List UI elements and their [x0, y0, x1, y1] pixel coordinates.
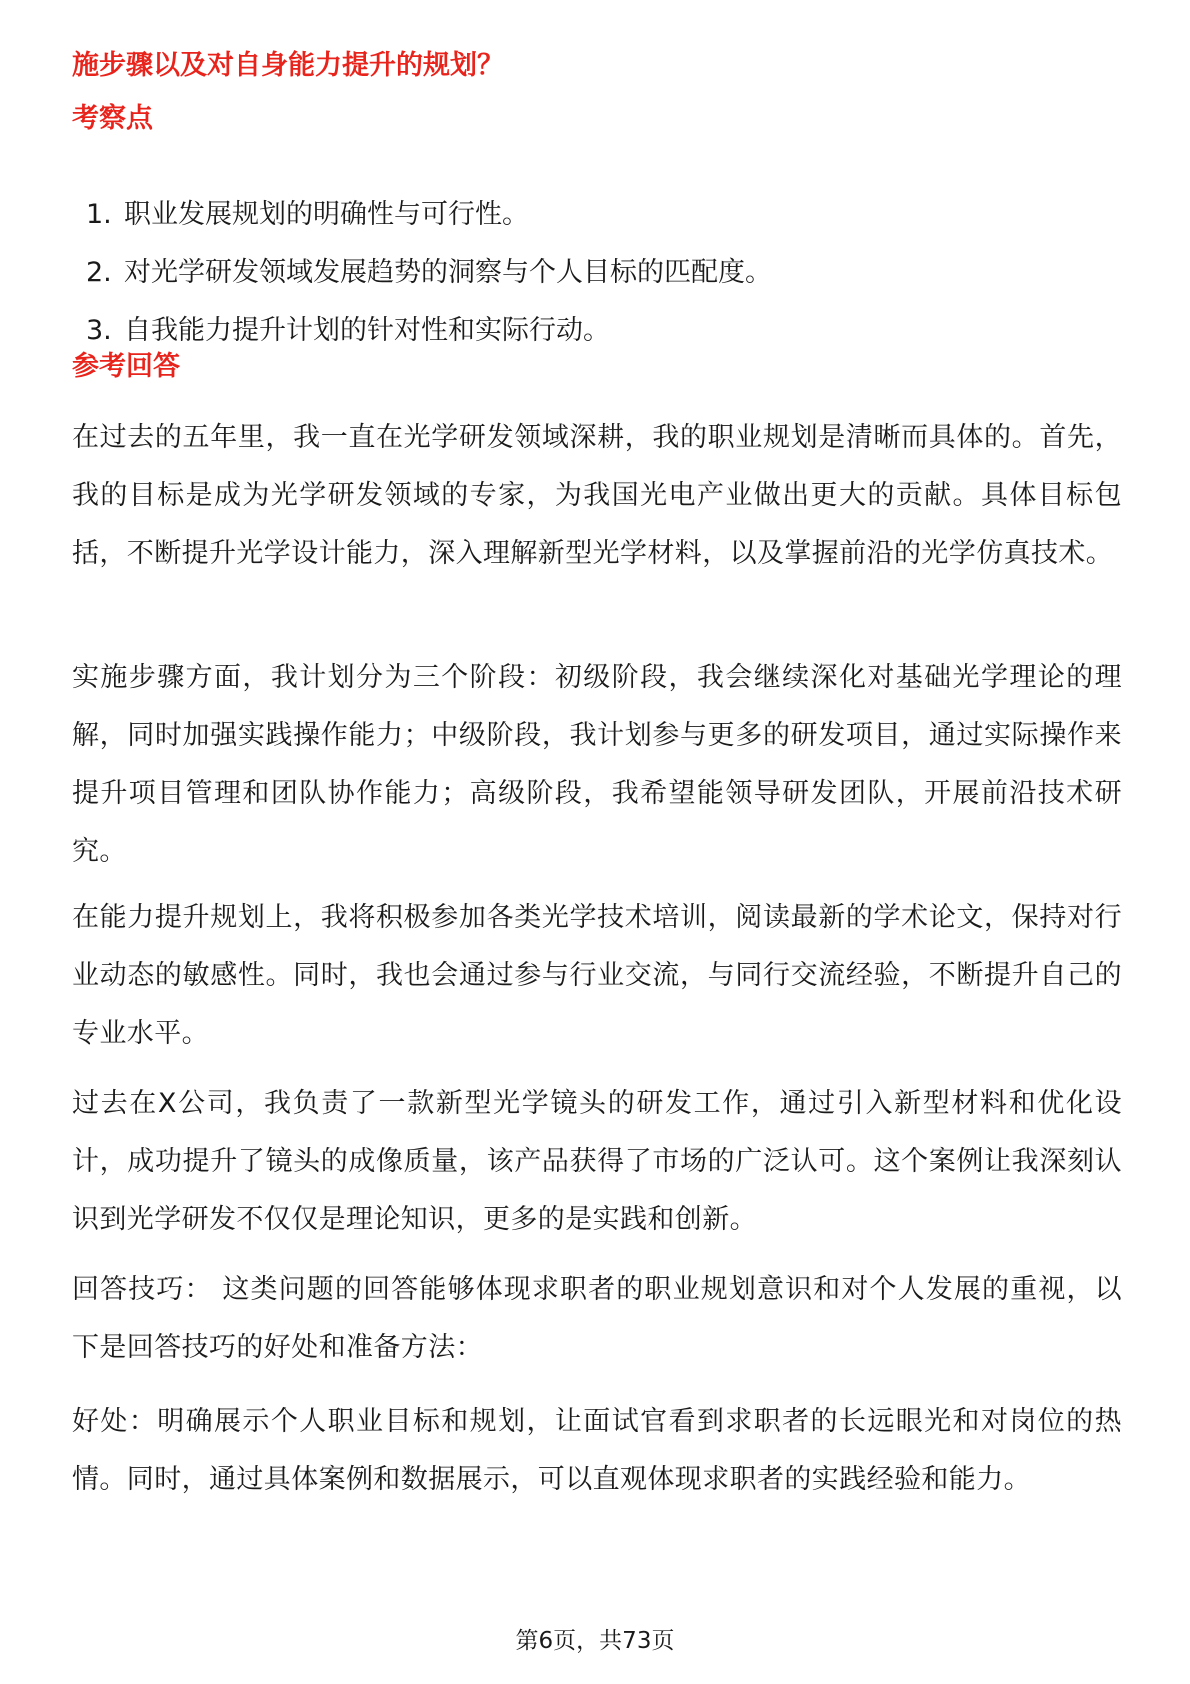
list-item-text: 职业发展规划的明确性与可行性。	[124, 199, 529, 230]
answer-tips-paragraph: 回答技巧： 这类问题的回答能够体现求职者的职业规划意识和对个人发展的重视，以下是回答技巧的好处和准备方法：	[72, 1274, 1122, 1363]
list-item-text: 对光学研发领域发展趋势的洞察与个人目标的匹配度。	[124, 257, 772, 288]
section-title-answer: 参考回答	[72, 351, 180, 382]
list-item	[86, 302, 1126, 360]
answer-paragraph: 在过去的五年里，我一直在光学研发领域深耕，我的职业规划是清晰而具体的。首先，我的目标是成为光学研发领域的专家，为我国光电产业做出更大的贡献。具体目标包括，不断提升光学设计能力，深入理解新型光学材料，以及掌握前沿的光学仿真技术。	[72, 422, 1122, 569]
answer-paragraph: 在能力提升规划上，我将积极参加各类光学技术培训，阅读最新的学术论文，保持对行业动态的敏感性。同时，我也会通过参与行业交流，与同行交流经验，不断提升自己的专业水平。	[72, 902, 1122, 1049]
question-heading: 施步骤以及对自身能力提升的规划？	[72, 50, 504, 81]
section-title-points: 考察点	[72, 103, 153, 134]
points-list	[86, 186, 1126, 360]
answer-benefits-paragraph: 好处：明确展示个人职业目标和规划，让面试官看到求职者的长远眼光和对岗位的热情。同时，通过具体案例和数据展示，可以直观体现求职者的实践经验和能力。	[72, 1406, 1122, 1495]
list-item	[86, 244, 1126, 302]
list-item-number: 3.	[86, 315, 112, 346]
page-number: 第6页，共73页	[515, 1628, 675, 1654]
answer-paragraph: 过去在X公司，我负责了一款新型光学镜头的研发工作，通过引入新型材料和优化设计，成功提升了镜头的成像质量，该产品获得了市场的广泛认可。这个案例让我深刻认识到光学研发不仅仅是理论知识，更多的是实践和创新。	[72, 1088, 1122, 1235]
answer-paragraph: 实施步骤方面，我计划分为三个阶段：初级阶段，我会继续深化对基础光学理论的理解，同时加强实践操作能力；中级阶段，我计划参与更多的研发项目，通过实际操作来提升项目管理和团队协作能力；高级阶段，我希望能领导研发团队，开展前沿技术研究。	[72, 662, 1122, 867]
list-item-text: 自我能力提升计划的针对性和实际行动。	[124, 315, 610, 346]
list-item-number: 1.	[86, 199, 112, 230]
list-item-number: 2.	[86, 257, 112, 288]
list-item	[86, 186, 1126, 244]
